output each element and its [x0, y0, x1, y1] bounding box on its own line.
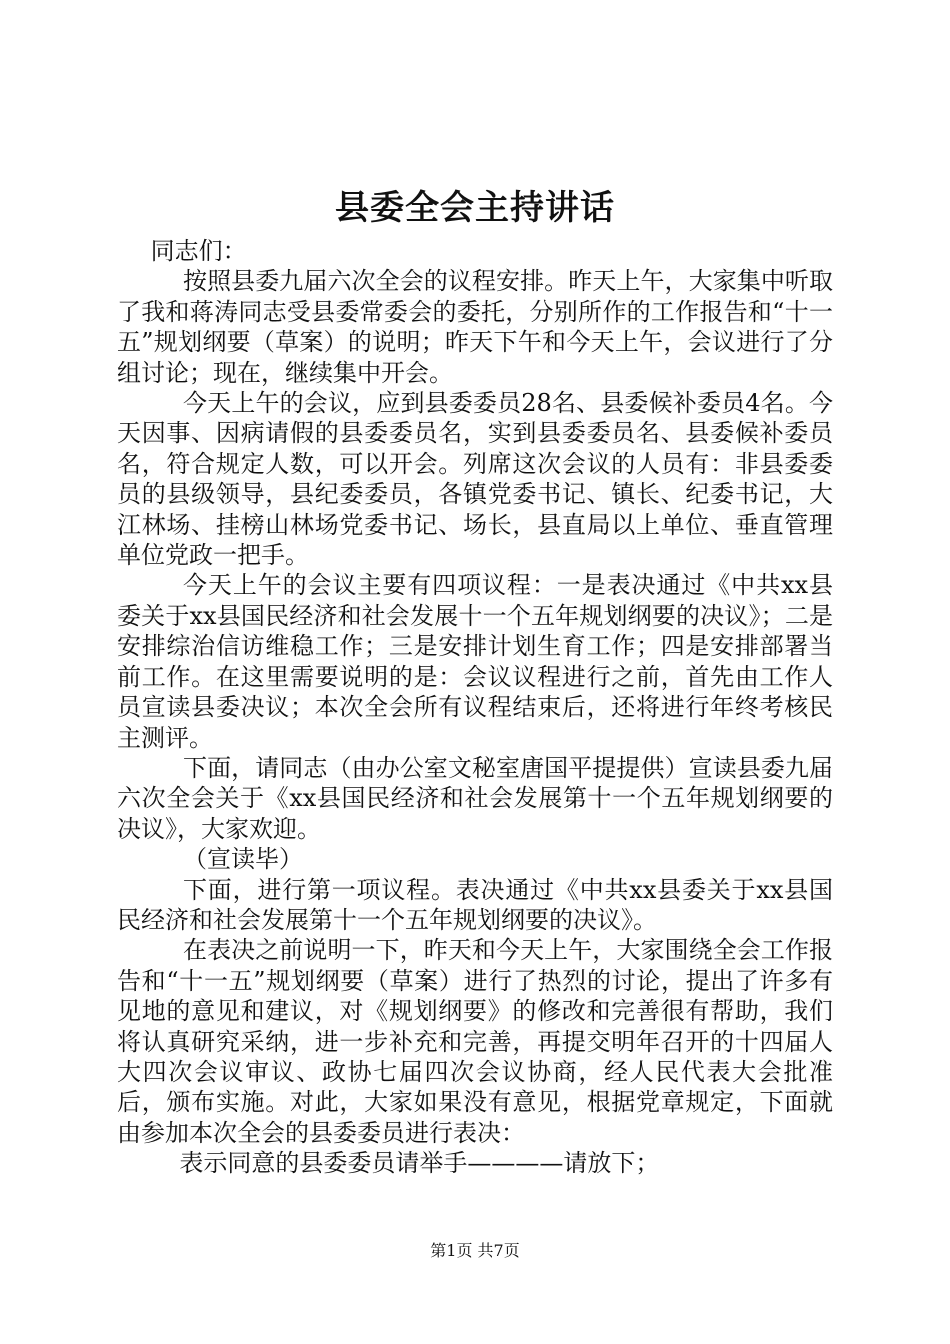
paragraph-agenda-intro: 按照县委九届六次全会的议程安排。昨天上午，大家集中听取了我和蒋涛同志受县委常委会的委托，分别所作的工作报告和“十一五”规划纲要（草案）的说明；昨天下午和今天上午，会议进行了分组讨论；现在，继续集中开会。	[117, 267, 833, 387]
paragraph-vote-explanation: 在表决之前说明一下，昨天和今天上午，大家围绕全会工作报告和“十一五”规划纲要（草案）进行了热烈的讨论，提出了许多有见地的意见和建议，对《规划纲要》的修改和完善很有帮助，我们将认真研究采纳，进一步补充和完善，再提交明年召开的十四届人大四次会议审议、政协七届四次会议协商，经人民代表大会批准后，颁布实施。对此，大家如果没有意见，根据党章规定，下面就由参加本次全会的县委委员进行表决：	[117, 936, 833, 1147]
salutation: 同志们：	[150, 237, 247, 265]
paragraph-agenda-items: 今天上午的会议主要有四项议程：一是表决通过《中共xx县委关于xx县国民经济和社会发展十一个五年规划纲要的决议》；二是安排综治信访维稳工作；三是安排计划生育工作；四是安排部署当前工作。在这里需要说明的是：会议议程进行之前，首先由工作人员宣读县委决议；本次全会所有议程结束后，还将进行年终考核民主测评。	[117, 571, 833, 752]
document-body	[117, 236, 833, 1179]
paragraph-reading-done: （宣读毕）	[183, 845, 303, 874]
document-title: 县委全会主持讲话	[335, 188, 615, 228]
paragraph-attendance: 今天上午的会议，应到县委委员28名、县委候补委员4名。今天因事、因病请假的县委委员名，实到县委委员名、县委候补委员名，符合规定人数，可以开会。列席这次会议的人员有：非县委委员的县级领导，县纪委委员，各镇党委书记、镇长、纪委书记，大江林场、挂榜山林场党委书记、场长，县直局以上单位、垂直管理单位党政一把手。	[117, 389, 833, 570]
paragraph-vote-instruction: 表示同意的县委委员请举手————请放下；	[179, 1149, 660, 1178]
page-number-footer: 第1页 共7页	[430, 1241, 520, 1260]
paragraph-first-item: 下面，进行第一项议程。表决通过《中共xx县委关于xx县国民经济和社会发展第十一个五年规划纲要的决议》。	[117, 875, 833, 934]
paragraph-reading-request: 下面，请同志（由办公室文秘室唐国平提提供）宣读县委九届六次全会关于《xx县国民经济和社会发展第十一个五年规划纲要的决议》，大家欢迎。	[117, 753, 833, 843]
